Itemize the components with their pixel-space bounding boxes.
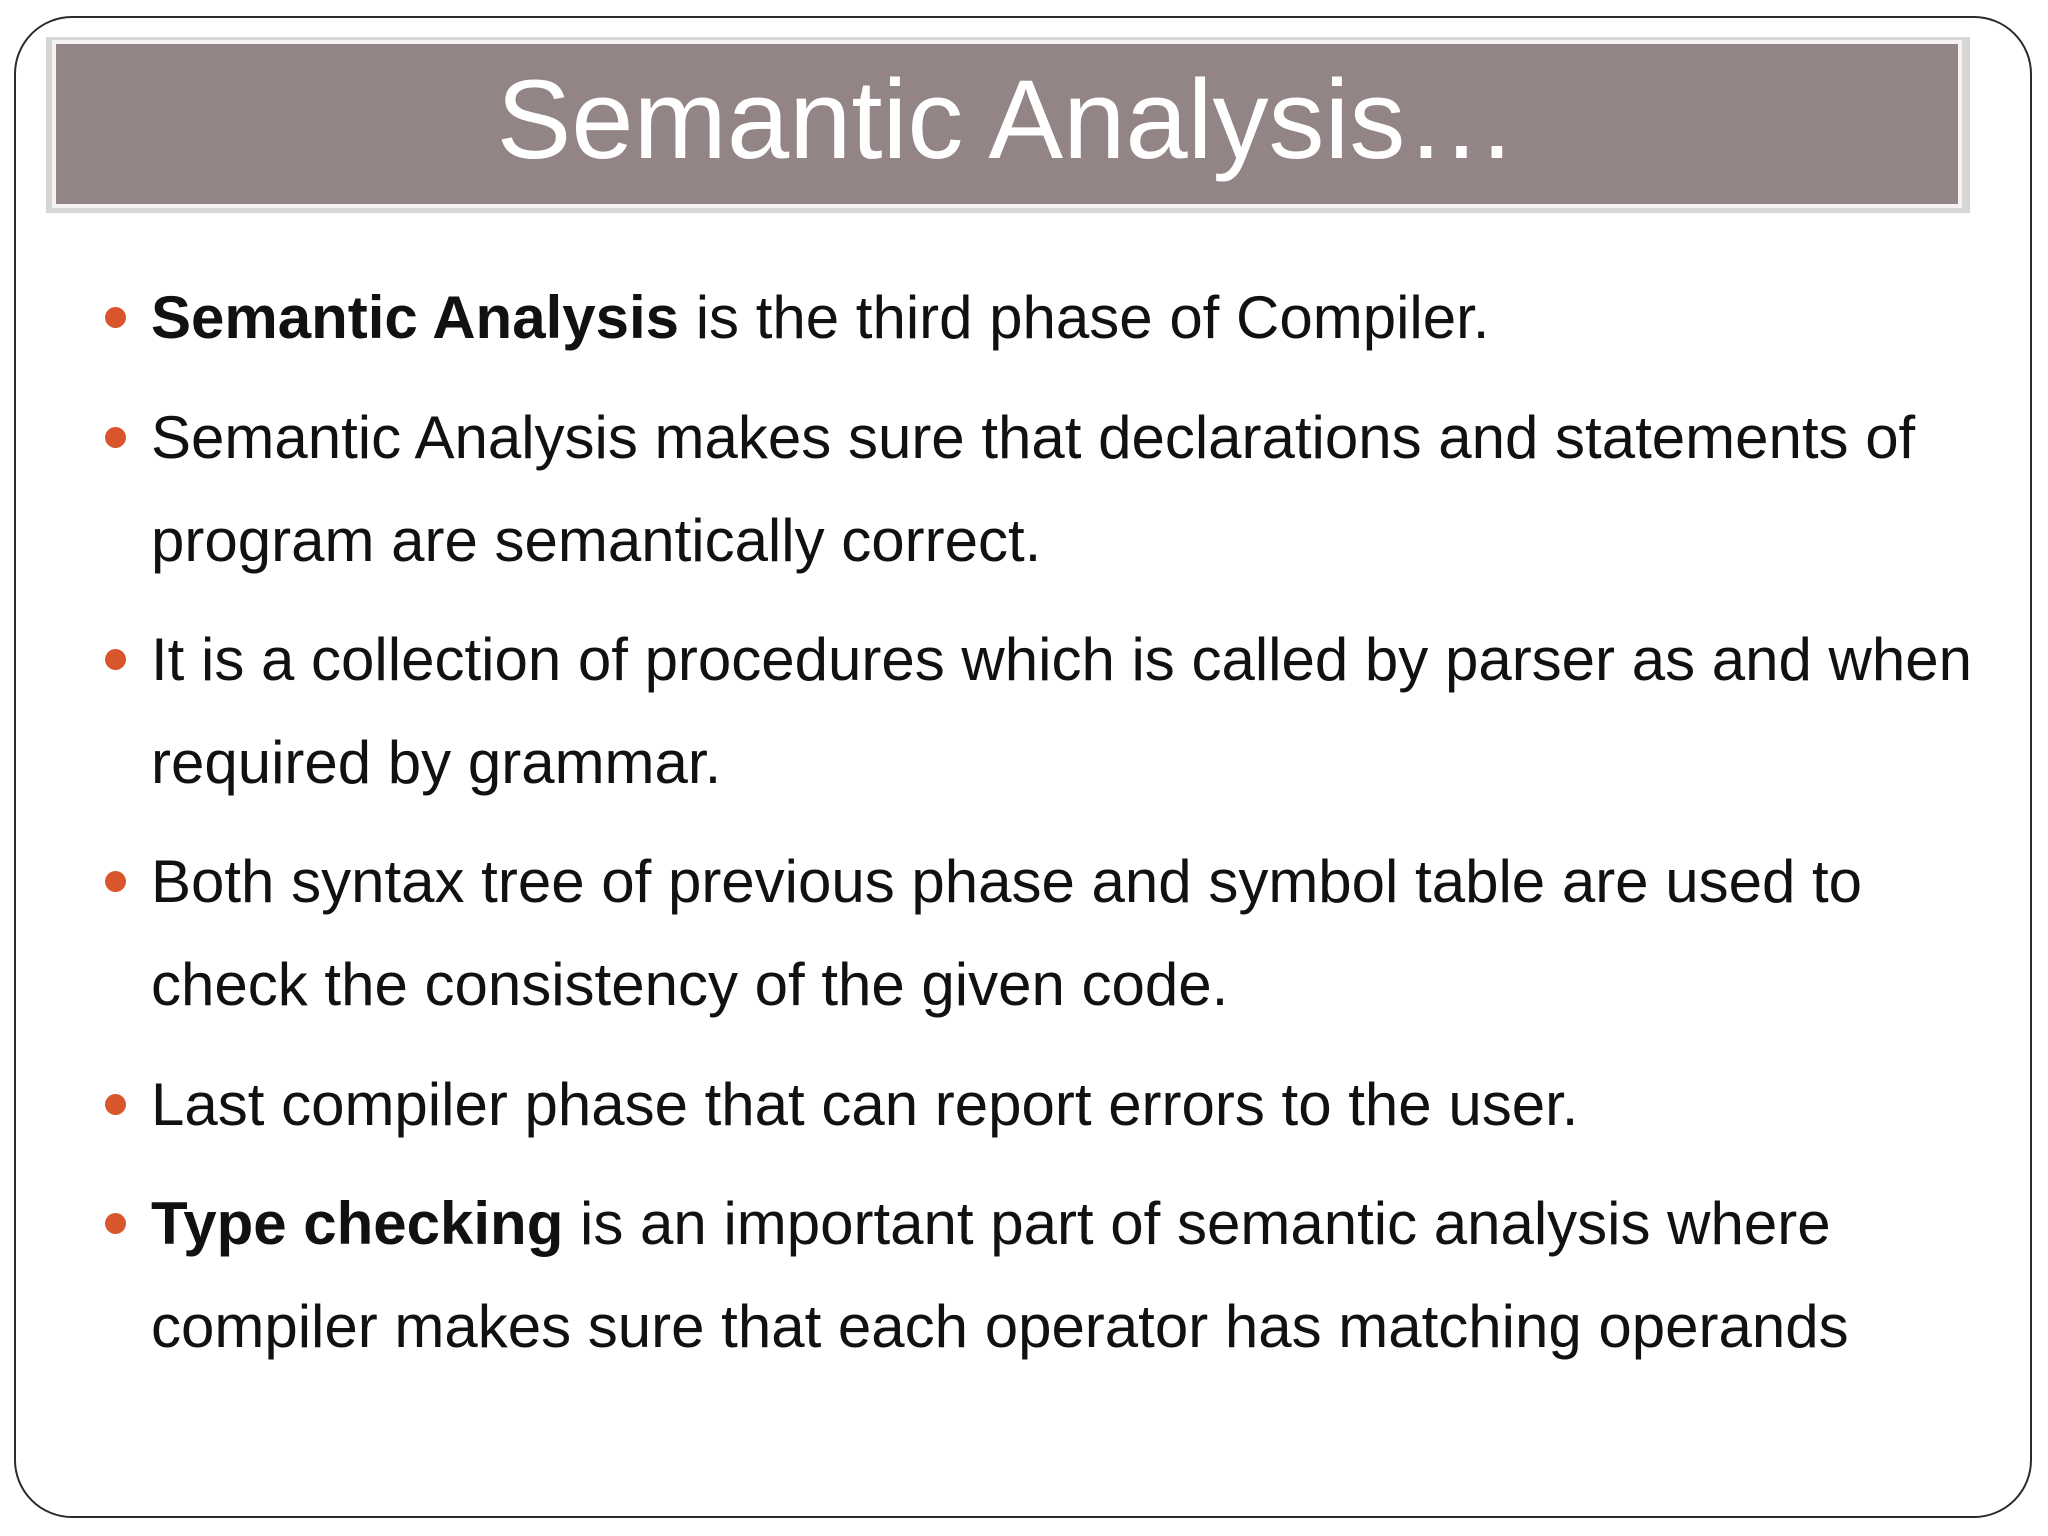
bullet-item xyxy=(151,608,2011,814)
bullet-text: Both syntax tree of previous phase and symbol table are used to check the consistency of the given code. xyxy=(151,848,1863,1018)
bullet-item xyxy=(151,266,2011,369)
bullet-bold-text: Semantic Analysis xyxy=(151,284,680,351)
bullet-dot-icon xyxy=(105,307,126,328)
bullet-dot-icon xyxy=(105,649,126,670)
bullet-dot-icon xyxy=(105,871,126,892)
bullet-text: is the third phase of Compiler. xyxy=(679,284,1490,351)
bullet-bold-text: Type checking xyxy=(151,1190,564,1257)
bullet-text: is an important part of semantic analysis where compiler makes sure that each operator has matching operands xyxy=(151,1190,1849,1360)
bullet-dot-icon xyxy=(105,1213,126,1234)
bullet-text: Last compiler phase that can report errors to the user. xyxy=(151,1071,1579,1138)
slide-title: Semantic Analysis… xyxy=(496,57,1518,182)
bullet-text: It is a collection of procedures which is called by parser as and when required by grammar. xyxy=(151,626,1972,796)
slide xyxy=(14,16,2032,1518)
bullet-text: Semantic Analysis makes sure that declarations and statements of program are semantically correct. xyxy=(151,404,1916,574)
bullet-dot-icon xyxy=(105,1094,126,1115)
bullet-dot-icon xyxy=(105,427,126,448)
bullet-item xyxy=(151,830,2011,1036)
bullet-list xyxy=(16,18,2030,1516)
bullet-item xyxy=(151,386,2011,592)
bullet-item xyxy=(151,1053,2011,1156)
bullet-item xyxy=(151,1172,2011,1378)
